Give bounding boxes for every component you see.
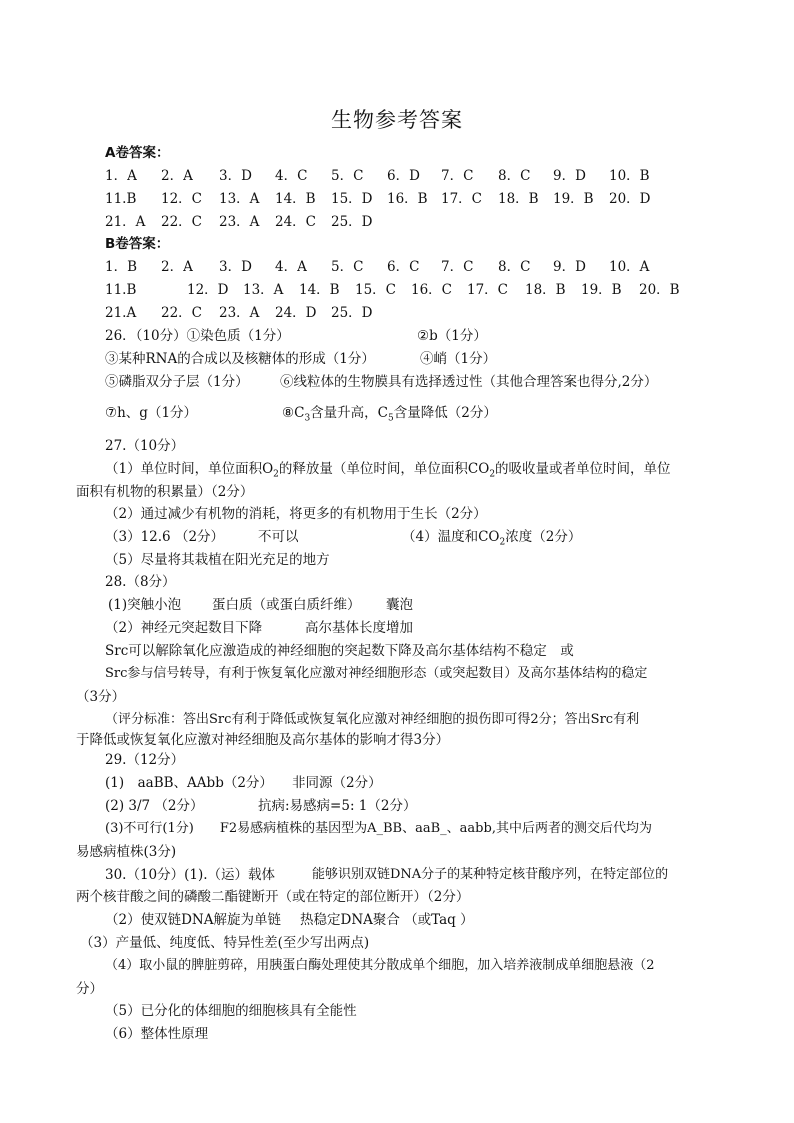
- answer: 1．B: [105, 259, 138, 275]
- answer: 16．C: [411, 282, 453, 298]
- answer: 17．C: [441, 191, 483, 207]
- q26-line-4b: [282, 403, 497, 429]
- answer: 6．C: [387, 259, 420, 275]
- answer: 6．D: [387, 168, 420, 184]
- answer: 18．B: [498, 191, 539, 207]
- q30-p1b: 能够识别双链DNA分子的某种特定核苷酸序列，在特定部位的: [312, 867, 669, 882]
- q28-p3: Src可以解除氧化应激造成的神经细胞的突起数下降及高尔基体结构不稳定 或: [105, 643, 574, 659]
- text: 浓度（2分）: [505, 529, 582, 545]
- b-header: B卷答案：: [105, 236, 170, 252]
- q28-p1b: 蛋白质（或蛋白质纤维）: [212, 597, 361, 613]
- answer: 18．B: [525, 282, 566, 298]
- answer: 14．B: [275, 191, 316, 207]
- answer: 8．C: [498, 259, 531, 275]
- q28-p5: （评分标准：答出Src有利于降低或恢复氧化应激对神经细胞的损伤即可得2分；答出Src有利: [105, 712, 640, 727]
- answer: 17．C: [467, 282, 509, 298]
- text: 的吸收量或者单位时间，单位: [495, 461, 671, 477]
- answer: 2．A: [161, 259, 193, 275]
- text: 的释放量（单位时间，单位面积CO: [278, 461, 490, 477]
- answer: 4．C: [275, 168, 308, 184]
- answer: 21．A: [105, 214, 146, 230]
- subscript: 5: [388, 413, 394, 424]
- q27-p1-cont: 面积有机物的积累量）（2分）: [76, 484, 254, 500]
- answer: 24．D: [275, 305, 317, 321]
- answer: 3．D: [219, 168, 252, 184]
- answer: 11.B: [105, 191, 137, 207]
- q27-p3: （3）12.6 （2分）: [105, 529, 225, 545]
- subscript: 2: [273, 469, 279, 480]
- q28-p4: Src参与信号转导，有利于恢复氧化应激对神经细胞形态（或突起数目）及高尔基体结构的稳定: [105, 666, 648, 681]
- answer: 22．C: [161, 214, 203, 230]
- answer: 10．A: [609, 259, 650, 275]
- q30-p2: （2）使双链DNA解旋为单链: [105, 912, 281, 928]
- answer: 15．C: [355, 282, 397, 298]
- answer: 14．B: [299, 282, 340, 298]
- answer: 12．C: [161, 191, 203, 207]
- answer: 7．C: [441, 168, 474, 184]
- text: ⑧C: [282, 405, 305, 421]
- q28-p4-cont: （3分）: [76, 689, 126, 705]
- answer: 2．A: [161, 168, 193, 184]
- answer: 7．C: [441, 259, 474, 275]
- q27-p1: [105, 459, 671, 485]
- q29-head: 29.（12分）: [105, 752, 185, 768]
- q27-p3b: 不可以: [258, 529, 299, 545]
- answer: 10．B: [609, 168, 650, 184]
- q28-p1: (1)突触小泡: [108, 597, 182, 613]
- q28-head: 28.（8分）: [105, 574, 176, 590]
- q30-p4-cont: 分）: [76, 981, 103, 997]
- answer: 5．C: [331, 168, 364, 184]
- answer: 24．C: [275, 214, 317, 230]
- q27-p4: [402, 527, 581, 553]
- q27-head: 27.（10分）: [105, 438, 185, 454]
- answer: 13．A: [219, 191, 260, 207]
- answer: 3．D: [219, 259, 252, 275]
- page-title: 生物参考答案: [331, 108, 463, 132]
- q28-p1c: 囊泡: [386, 597, 413, 613]
- answer: 20．B: [639, 282, 680, 298]
- q30-p2b: 热稳定DNA聚合 （或Taq ）: [300, 912, 474, 928]
- q28-p5-cont: 于降低或恢复氧化应激对神经细胞及高尔基体的影响才得3分）: [76, 732, 450, 748]
- answer: 1．A: [105, 168, 137, 184]
- q30-p1: 30.（10分）(1).（运）载体: [105, 867, 276, 883]
- answer: 20．D: [609, 191, 651, 207]
- a-header: A卷答案：: [105, 145, 170, 161]
- q27-p5: （5）尽量将其栽植在阳光充足的地方: [105, 552, 330, 568]
- text: 含量降低（2分）: [393, 405, 497, 421]
- q29-p3-cont: 易感病植株(3分): [76, 844, 177, 860]
- answer: 4．A: [275, 259, 307, 275]
- q26-line-3: ⑤磷脂双分子层（1分）: [105, 374, 249, 390]
- answer: 21.A: [105, 305, 137, 321]
- subscript: 2: [499, 537, 506, 548]
- q29-p2: (2) 3/7 （2分）: [105, 798, 204, 814]
- answer: 23．A: [219, 214, 260, 230]
- answer: 15．D: [331, 191, 373, 207]
- q30-p3: （3）产量低、纯度低、特异性差(至少写出两点): [80, 935, 370, 951]
- answer: 22．C: [161, 305, 203, 321]
- q30-p6: （6）整体性原理: [105, 1026, 209, 1042]
- answer: 12．D: [187, 282, 229, 298]
- text: （4）温度和CO: [402, 529, 500, 545]
- answer: 19．B: [581, 282, 622, 298]
- answer: 9．D: [553, 259, 586, 275]
- answer: 9．D: [553, 168, 586, 184]
- answer: 11.B: [105, 282, 137, 298]
- answer: 8．C: [498, 168, 531, 184]
- q26-line-1b: ②b（1分）: [417, 328, 487, 344]
- q28-p2b: 高尔基体长度增加: [305, 620, 413, 636]
- q26-line-3b: ⑥线粒体的生物膜具有选择透过性（其他合理答案也得分,2分）: [280, 374, 658, 390]
- answer: 23．A: [219, 305, 260, 321]
- q26-line-1: 26．（10分）①染色质（1分）: [105, 328, 290, 344]
- q26-line-4: ⑦h、g（1分）: [105, 405, 198, 421]
- subscript: 3: [304, 413, 311, 424]
- q30-p5: （5）已分化的体细胞的细胞核具有全能性: [105, 1003, 357, 1019]
- answer: 13．A: [243, 282, 284, 298]
- answer: 25．D: [331, 214, 373, 230]
- q29-p3: (3)不可行(1分) F2易感病植株的基因型为A_BB、aaB_、aabb,其中后两者的测交后代均为: [105, 821, 652, 836]
- q28-p2: （2）神经元突起数目下降: [105, 620, 263, 636]
- q27-p2: （2）通过减少有机物的消耗，将更多的有机物用于生长（2分）: [105, 506, 487, 522]
- q29-p1: (1) aaBB、AAbb（2分）: [105, 775, 273, 791]
- q30-p4: （4）取小鼠的脾脏剪碎，用胰蛋白酶处理使其分散成单个细胞，加入培养液制成单细胞悬液（2: [105, 958, 655, 973]
- text: 含量升高，C: [310, 405, 389, 421]
- q30-p1-cont: 两个核苷酸之间的磷酸二酯键断开（或在特定的部位断开）（2分）: [76, 889, 470, 905]
- answer: 25．D: [331, 305, 373, 321]
- text: （1）单位时间，单位面积O: [105, 461, 274, 477]
- answer: 5．C: [331, 259, 364, 275]
- q29-p2b: 抗病:易感病=5: 1（2分）: [258, 798, 417, 814]
- q26-line-2b: ④峭（1分）: [420, 351, 497, 367]
- q26-line-2: ③某种RNA的合成以及核糖体的形成（1分）: [105, 351, 375, 367]
- answer: 19．B: [553, 191, 594, 207]
- subscript: 2: [489, 469, 496, 480]
- q29-p1b: 非同源（2分）: [292, 775, 382, 791]
- answer: 16．B: [387, 191, 428, 207]
